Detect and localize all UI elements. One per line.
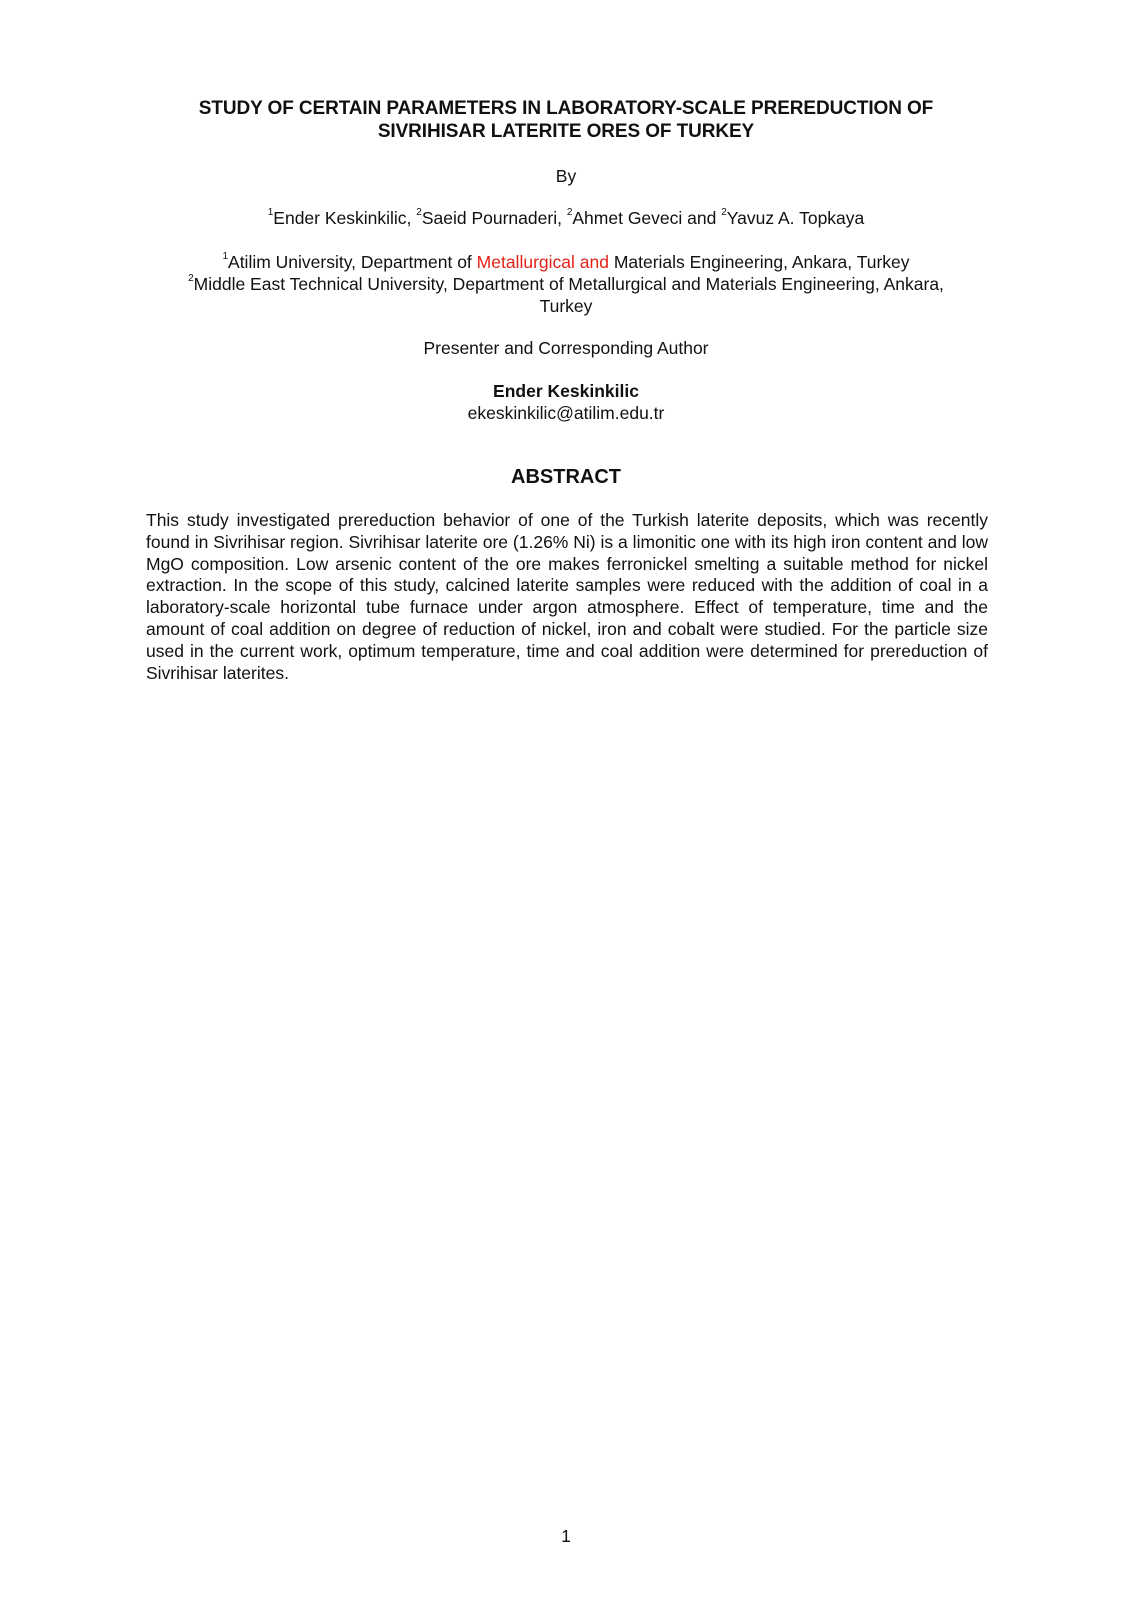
paper-title <box>120 97 1012 143</box>
paper-title-line-1: STUDY OF CERTAIN PARAMETERS IN LABORATORY-SCALE PREREDUCTION OF <box>198 98 934 119</box>
affiliation-1-mark: 1 <box>222 251 229 263</box>
author-2-name: Saeid Pournaderi, <box>421 208 567 228</box>
author-4-name: Yavuz A. Topkaya <box>726 208 865 228</box>
affiliation-1-text-start: Atilim University, Department of <box>228 252 477 272</box>
presenter-email: ekeskinkilic@atilim.edu.tr <box>467 403 665 423</box>
author-1-affiliation-mark: 1 <box>267 207 274 219</box>
author-2 <box>416 208 567 228</box>
author-4 <box>721 208 864 228</box>
page-number: 1 <box>561 1526 571 1546</box>
author-4-affiliation-mark: 2 <box>721 207 727 219</box>
author-3-name: Ahmet Geveci and <box>572 208 722 228</box>
author-2-affiliation-mark: 2 <box>416 207 422 219</box>
affiliation-1-highlighted-text: Metallurgical and <box>476 252 609 272</box>
abstract-body: This study investigated prereduction behavior of one of the Turkish laterite deposits, which was recently found in Sivrihisar region. Sivrihisar laterite ore (1.26% Ni) is a limonitic one with its high iron content and low MgO composition. Low arsenic content of the ore makes ferronickel smelting a suitable method for nickel extraction. In the scope of this study, calcined laterite samples were reduced with the addition of coal in a laboratory-scale horizontal tube furnace under argon atmosphere. Effect of temperature, time and the amount of coal addition on degree of reduction of nickel, iron and cobalt were studied. For the particle size used in the current work, optimum temperature, time and coal addition were determined for prereduction of Sivrihisar laterites. <box>146 510 988 683</box>
author-list <box>120 207 1012 229</box>
author-3 <box>567 208 721 228</box>
affiliation-1-text-end: Materials Engineering, Ankara, Turkey <box>608 252 910 272</box>
author-1 <box>268 208 417 228</box>
affiliation-2 <box>120 273 1012 295</box>
affiliation-2-text-line-2: Turkey <box>539 296 593 316</box>
affiliation-2-mark: 2 <box>188 273 194 285</box>
paper-title-line-2: SIVRIHISAR LATERITE ORES OF TURKEY <box>377 121 755 142</box>
author-3-affiliation-mark: 2 <box>566 207 573 219</box>
affiliation-2-text-line-1: Middle East Technical University, Department of Metallurgical and Materials Engineering, Ankara, <box>193 274 944 294</box>
affiliation-1 <box>120 251 1012 273</box>
author-1-name: Ender Keskinkilic, <box>273 208 417 228</box>
by-label: By <box>555 166 577 186</box>
abstract-heading: ABSTRACT <box>511 466 621 488</box>
presenter-label: Presenter and Corresponding Author <box>423 338 709 358</box>
presenter-name: Ender Keskinkilic <box>493 381 639 401</box>
